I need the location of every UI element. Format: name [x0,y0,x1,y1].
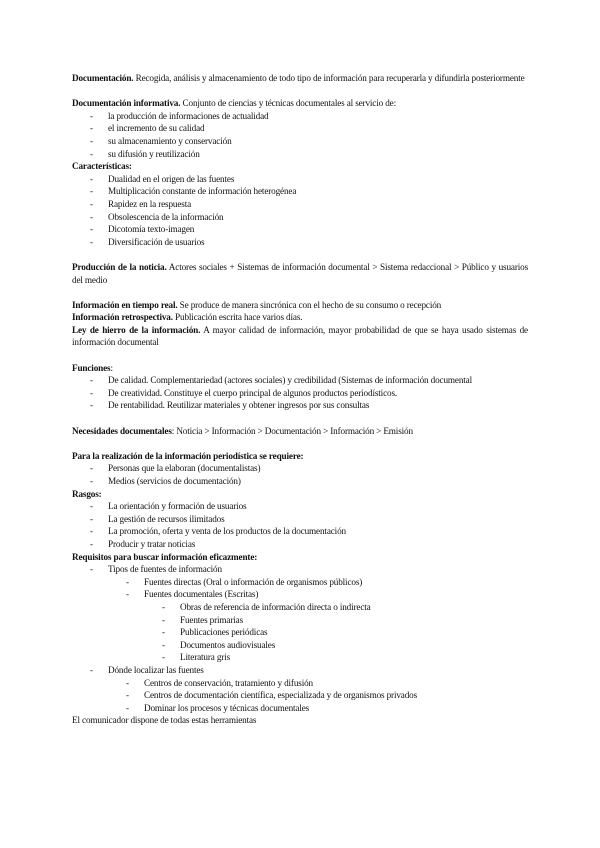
heading-rasgos [72,488,528,501]
definition-documentacion-informativa: Conjunto de ciencias y técnicas documentales al servicio de: [180,98,397,109]
term-produccion: Producción de la noticia. [72,261,167,272]
definition-ley-hierro: A mayor calidad de información, mayor probabilidad de que se haya usado sistemas de información documental [72,324,528,348]
heading-requisitos [72,551,528,564]
paragraph-ley-hierro [72,324,528,349]
definition-necesidades: : Noticia > Información > Documentación > Información > Emisión [171,425,413,436]
realizacion-list [72,462,528,487]
list-item: - La gestión de recursos ilimitados [72,513,528,526]
caracteristicas-list [72,173,528,249]
list-item: - Personas que la elaboran (documentalistas) [72,462,528,475]
heading-funciones-text: Funciones [72,362,111,373]
definition-produccion: Actores sociales + Sistemas de información documental > Sistema redaccional > Público y usuarios del medio [72,261,528,285]
paragraph-documentacion [72,72,528,85]
list-item: - el incremento de su calidad [72,122,528,135]
heading-realizacion [72,450,528,463]
term-necesidades: Necesidades documentales [72,425,172,436]
definition-tiempo-real: Se produce de manera sincrónica con el hecho de su consumo o recepción [177,299,442,310]
rasgos-list [72,500,528,550]
closing-sentence: El comunicador dispone de todas estas herramientas [72,715,257,726]
list-item: - Fuentes documentales (Escritas) [72,588,528,601]
definition-retrospectiva: Publicación escrita hace varios días. [172,312,303,323]
list-item: - Obras de referencia de información directa o indirecta [72,601,528,614]
list-item: - Obsolescencia de la información [72,211,528,224]
requisitos-list [72,563,528,714]
list-item: - Multiplicación constante de información heterogénea [72,185,528,198]
list-item: - su difusión y reutilización [72,148,528,161]
paragraph-documentacion-informativa [72,97,528,110]
list-item: - su almacenamiento y conservación [72,135,528,148]
paragraph-tiempo-real [72,299,528,312]
list-item: - Fuentes directas (Oral o información de organismos públicos) [72,576,528,589]
definition-documentacion: Recogida, análisis y almacenamiento de todo tipo de información para recuperarla y difundirla posteriormente [133,73,525,83]
document-page [72,72,528,727]
funciones-list [72,374,528,412]
list-item: - Documentos audiovisuales [72,639,528,652]
list-item: - Fuentes primarias [72,614,528,627]
heading-caracteristicas [72,160,528,173]
list-item: - De creatividad. Constituye el cuerpo principal de algunos productos periodísticos. [72,387,528,400]
list-item: - De rentabilidad. Reutilizar materiales y obtener ingresos por sus consultas [72,399,528,412]
list-item: - Publicaciones periódicas [72,626,528,639]
paragraph-necesidades [72,425,528,438]
list-item: - Dualidad en el origen de las fuentes [72,173,528,186]
list-item: - Literatura gris [72,651,528,664]
heading-funciones [72,362,528,375]
documentacion-informativa-list [72,110,528,160]
list-item: - La orientación y formación de usuarios [72,500,528,513]
paragraph-retrospectiva [72,311,528,324]
list-item: - Rapidez en la respuesta [72,198,528,211]
term-documentacion-informativa: Documentación informativa. [72,98,181,109]
term-retrospectiva: Información retrospectiva. [72,312,173,323]
list-item: - La promoción, oferta y venta de los productos de la documentación [72,525,528,538]
heading-funciones-colon: : [110,362,113,373]
heading-requisitos-text: Requisitos para buscar información eficazmente: [72,551,258,562]
heading-caracteristicas-text: Características: [72,161,132,172]
list-item: - Producir y tratar noticias [72,538,528,551]
list-item: - Medios (servicios de documentación) [72,475,528,488]
list-item: - Dónde localizar las fuentes [72,664,528,677]
list-item: - Centros de conservación, tratamiento y difusión [72,677,528,690]
list-item: - Tipos de fuentes de información [72,563,528,576]
list-item: - la producción de informaciones de actualidad [72,110,528,123]
term-ley-hierro: Ley de hierro de la información. [72,324,201,335]
heading-rasgos-text: Rasgos: [72,488,102,499]
heading-realizacion-text: Para la realización de la información periodística se requiere: [72,450,304,461]
list-item: - Dominar los procesos y técnicas documentales [72,702,528,715]
list-item: - Dicotomía texto-imagen [72,223,528,236]
list-item: - Centros de documentación científica, especializada y de organismos privados [72,689,528,702]
term-documentacion: Documentación. [72,73,134,83]
term-tiempo-real: Información en tiempo real. [72,299,178,310]
list-item: - Diversificación de usuarios [72,236,528,249]
paragraph-produccion [72,261,528,286]
list-item: - De calidad. Complementariedad (actores sociales) y credibilidad (Sistemas de información documental [72,374,528,387]
